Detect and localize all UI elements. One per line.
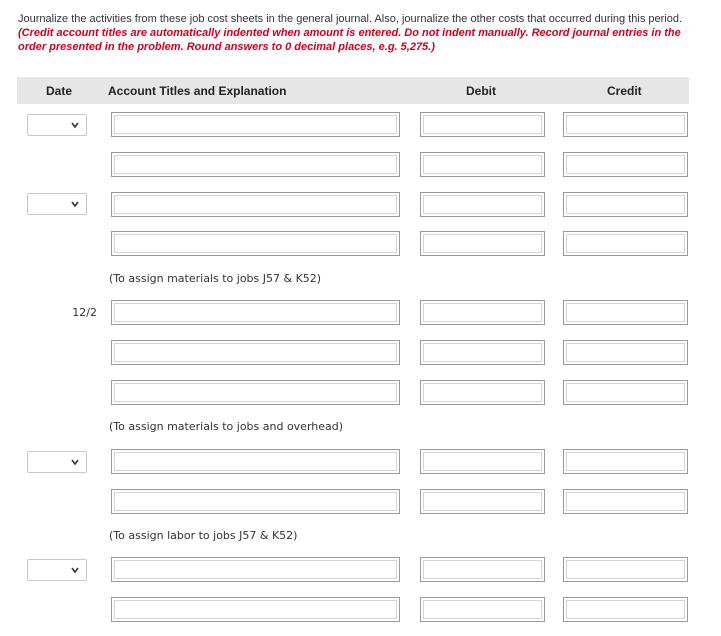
- credit-input[interactable]: [563, 152, 688, 177]
- debit-input[interactable]: [420, 192, 545, 217]
- debit-input[interactable]: [420, 340, 545, 365]
- header-date: Date: [46, 84, 73, 98]
- debit-input[interactable]: [420, 489, 545, 514]
- debit-input[interactable]: [420, 449, 545, 474]
- account-title-input[interactable]: [111, 152, 400, 177]
- date-label: 12/2: [72, 306, 97, 319]
- entry-explanation: (To assign labor to jobs J57 & K52): [109, 529, 298, 542]
- account-title-input[interactable]: [111, 300, 400, 325]
- chevron-down-icon: [70, 455, 80, 469]
- credit-input[interactable]: [563, 489, 688, 514]
- date-select[interactable]: [27, 559, 87, 581]
- account-title-input[interactable]: [111, 380, 400, 405]
- date-select[interactable]: [27, 193, 87, 215]
- credit-input[interactable]: [563, 231, 688, 256]
- date-select[interactable]: [27, 114, 87, 136]
- credit-input[interactable]: [563, 597, 688, 622]
- account-title-input[interactable]: [111, 557, 400, 582]
- debit-input[interactable]: [420, 380, 545, 405]
- debit-input[interactable]: [420, 597, 545, 622]
- account-title-input[interactable]: [111, 112, 400, 137]
- account-title-input[interactable]: [111, 597, 400, 622]
- chevron-down-icon: [70, 197, 80, 211]
- debit-input[interactable]: [420, 231, 545, 256]
- journal-header: [17, 77, 689, 104]
- header-credit: Credit: [607, 84, 642, 98]
- account-title-input[interactable]: [111, 489, 400, 514]
- credit-input[interactable]: [563, 112, 688, 137]
- credit-input[interactable]: [563, 557, 688, 582]
- instructions-text: Journalize the activities from these job cost sheets in the general journal. Also, journalize the other costs that occurred during this period.: [18, 13, 683, 25]
- credit-input[interactable]: [563, 340, 688, 365]
- instructions: [18, 12, 708, 54]
- account-title-input[interactable]: [111, 192, 400, 217]
- date-select[interactable]: [27, 451, 87, 473]
- entry-explanation: (To assign materials to jobs and overhead): [109, 420, 344, 433]
- chevron-down-icon: [70, 118, 80, 132]
- credit-input[interactable]: [563, 300, 688, 325]
- header-debit: Debit: [466, 84, 496, 98]
- debit-input[interactable]: [420, 152, 545, 177]
- chevron-down-icon: [70, 563, 80, 577]
- account-title-input[interactable]: [111, 449, 400, 474]
- debit-input[interactable]: [420, 112, 545, 137]
- debit-input[interactable]: [420, 300, 545, 325]
- account-title-input[interactable]: [111, 231, 400, 256]
- header-account: Account Titles and Explanation: [108, 84, 287, 98]
- credit-input[interactable]: [563, 380, 688, 405]
- credit-input[interactable]: [563, 192, 688, 217]
- credit-input[interactable]: [563, 449, 688, 474]
- instructions-red-text: (Credit account titles are automatically indented when amount is entered. Do not indent manually. Record journal entries in the order presented in the problem. Round answers to 0 decimal places, e.g. 5,275.): [18, 27, 681, 53]
- debit-input[interactable]: [420, 557, 545, 582]
- entry-explanation: (To assign materials to jobs J57 & K52): [109, 272, 322, 285]
- account-title-input[interactable]: [111, 340, 400, 365]
